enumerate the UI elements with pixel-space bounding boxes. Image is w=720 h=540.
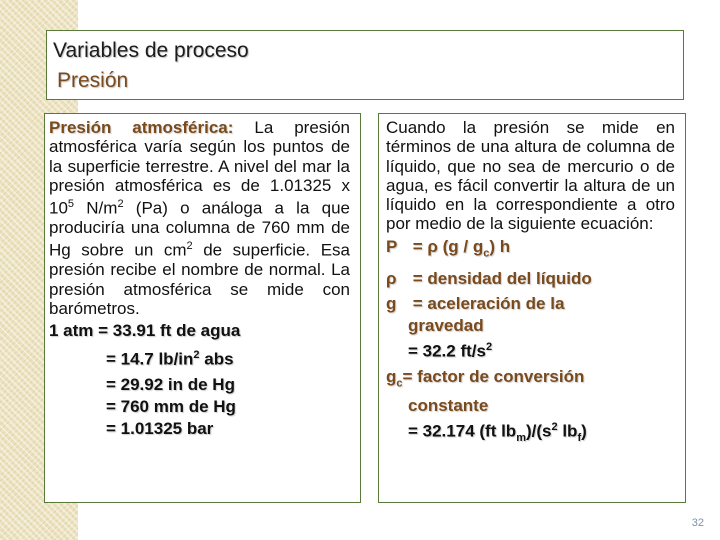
symbol-rho: ρ [386,269,397,289]
value-gc-exponent: 2 [551,421,558,434]
value-g-text: = 32.2 ft/s [408,341,486,361]
equation-p-subscript: c [483,247,490,260]
equivalence-3: = 29.92 in de Hg [106,374,235,394]
paragraph-text-a: La presión atmosférica varía según los puntos de la superficie terrestre. A nivel del mar la presión atmosférica es de 1.01325 x 10 [49,118,350,218]
definition-gc-continuation: constante [408,396,489,416]
definition-gc [386,364,675,396]
atmospheric-pressure-paragraph [49,118,350,318]
equivalence-1: 1 atm = 33.91 ft de agua [49,321,241,341]
symbol-g: g [386,294,397,314]
paragraph-text-b: N/m [74,198,118,218]
symbol-p: P [386,236,398,256]
paragraph-text-c: (Pa) o análoga a la que produciría una columna de 760 mm de Hg sobre un cm [49,198,350,261]
equivalence-5: = 1.01325 bar [106,418,214,438]
definition-rho-text: = densidad del líquido [408,269,592,289]
value-gc-text-a: = 32.174 (ft lb [408,421,517,441]
column-height-paragraph: Cuando la presión se mide en términos de una altura de columna de líquido, que no sea de mercurio o de agua, es fácil convertir la altura de un líquido en la correspondiente a otro por medio de la siguiente ecuación: [386,118,675,234]
definition-g-text: = aceleración de la [408,294,565,314]
term-presion-atmosferica: Presión atmosférica: [49,118,234,137]
equation-p-text-a: = ρ (g / g [408,236,484,256]
value-gc [386,415,675,451]
title-box [46,30,684,100]
slide-title: Variables de proceso [53,39,249,62]
exponent-2b: 2 [186,240,193,253]
value-gc-text-c: lb [557,421,578,441]
value-gc-subscript-f: f [577,432,582,445]
right-content-box [378,113,686,503]
equivalence-4: = 760 mm de Hg [106,396,236,416]
exponent-2: 2 [117,198,124,211]
page-number: 32 [691,517,704,529]
value-gc-text-b: )/(s [525,421,552,441]
equation-p [386,234,675,266]
equivalence-2-exponent: 2 [193,349,200,362]
value-gc-subscript-m: m [516,432,526,445]
symbol-gc-subscript: c [396,377,403,390]
symbol-gc: g [386,366,397,386]
paragraph-text-d: de superficie. Esa presión recibe el nombre de normal. La presión atmosférica se mide con barómetros. [49,241,350,318]
slide-subtitle: Presión [57,69,129,92]
equation-p-text-b: ) h [489,236,511,256]
equivalence-2 [49,343,350,372]
value-g [386,335,675,364]
equivalence-2-suffix: abs [199,349,234,369]
definition-gc-text: = factor de conversión [402,366,585,386]
equivalence-2-text: = 14.7 lb/in [106,349,194,369]
definition-g [386,291,675,316]
definition-g-continuation: gravedad [408,316,484,336]
left-content-box [44,113,361,503]
value-gc-text-d: ) [581,421,587,441]
value-g-exponent: 2 [485,341,493,354]
definition-rho [386,266,675,291]
exponent-5: 5 [67,198,75,211]
